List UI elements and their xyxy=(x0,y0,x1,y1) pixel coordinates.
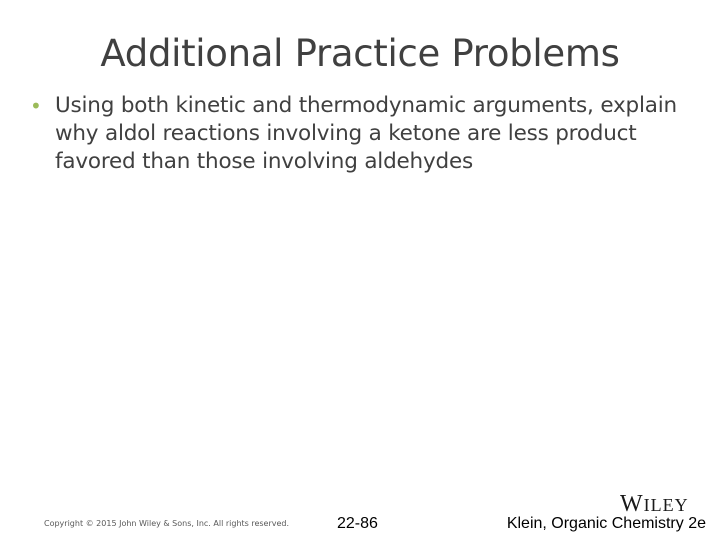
page-number: 22-86 xyxy=(337,515,378,532)
bullet-list xyxy=(30,92,690,176)
bullet-marker: • xyxy=(30,94,42,118)
slide-title: Additional Practice Problems xyxy=(100,32,620,75)
copyright-notice: Copyright © 2015 John Wiley & Sons, Inc. All rights reserved. xyxy=(44,519,290,528)
wiley-logo: WILEY xyxy=(620,491,689,517)
textbook-credit: Klein, Organic Chemistry 2e xyxy=(506,515,706,532)
bullet-item xyxy=(30,92,690,176)
bullet-text: Using both kinetic and thermodynamic arguments, explain why aldol reactions involving a ketone are less product favored than those involving aldehydes xyxy=(55,93,677,174)
